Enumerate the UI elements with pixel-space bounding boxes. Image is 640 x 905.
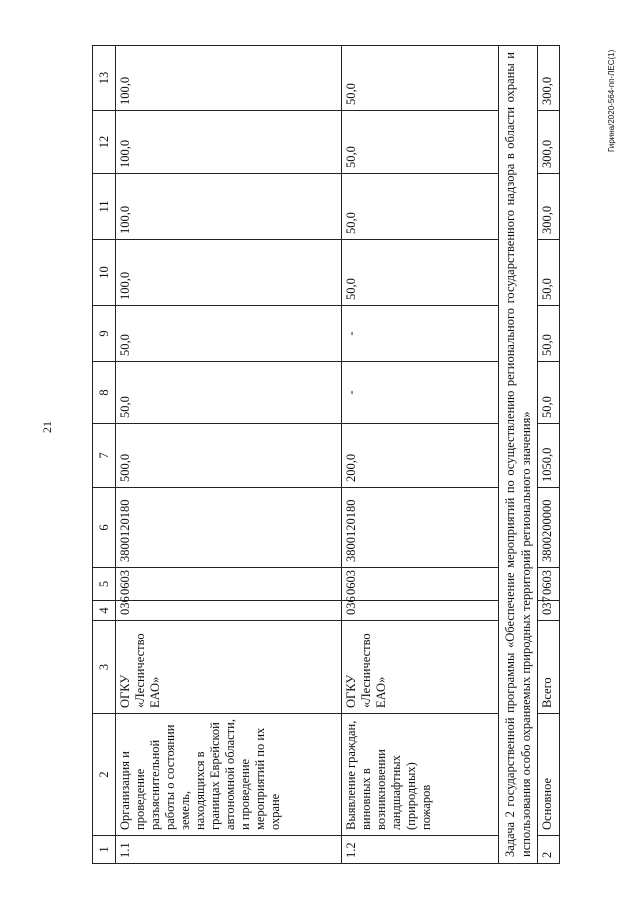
rzpr-code: 0603	[116, 568, 342, 601]
total-amount: 1050,0	[538, 424, 560, 488]
header-cell: 2	[93, 714, 116, 836]
grbs-code: 036	[342, 601, 499, 621]
row-number: 1.1	[116, 836, 342, 864]
year-amount: 50,0	[116, 362, 342, 424]
year-amount: 50,0	[116, 306, 342, 362]
header-cell: 9	[93, 306, 116, 362]
measure-name: Основное	[538, 714, 560, 836]
year-amount	[342, 362, 499, 424]
year-amount: 50,0	[538, 240, 560, 306]
document-code: Гирина/2020-564-пп-ЛЕС(1)	[607, 49, 616, 152]
table-row	[538, 46, 560, 864]
year-amount	[342, 306, 499, 362]
year-amount: 50,0	[342, 46, 499, 111]
rotated-table-container	[92, 46, 584, 864]
year-amount: 100,0	[116, 174, 342, 240]
row-number: 1.2	[342, 836, 499, 864]
table-row	[116, 46, 342, 864]
row-number: 2	[538, 836, 560, 864]
table-row	[342, 46, 499, 864]
year-amount: 50,0	[538, 306, 560, 362]
header-cell: 1	[93, 836, 116, 864]
year-amount: 50,0	[342, 240, 499, 306]
program-table	[92, 45, 560, 864]
total-amount: 200,0	[342, 424, 499, 488]
task-row	[499, 46, 538, 864]
grbs-code: 037	[538, 601, 560, 621]
header-cell: 5	[93, 568, 116, 601]
header-row	[93, 46, 116, 864]
executor: Всего	[538, 621, 560, 714]
executor: ОГКУ «Лесничество ЕАО»	[342, 621, 499, 714]
header-cell: 6	[93, 488, 116, 568]
csr-code: 3800200000	[538, 488, 560, 568]
measure-name: Организация и проведение разъяснительной работы о состоянии земель, находящихся в границах Еврейской автономной области, и проведение мероприятий по их охране	[116, 714, 342, 836]
header-cell: 10	[93, 240, 116, 306]
year-amount: 100,0	[116, 111, 342, 174]
year-amount: 100,0	[116, 240, 342, 306]
header-cell: 13	[93, 46, 116, 111]
year-amount: 50,0	[538, 362, 560, 424]
year-amount: 50,0	[342, 111, 499, 174]
header-cell: 8	[93, 362, 116, 424]
total-amount: 500,0	[116, 424, 342, 488]
year-amount: 300,0	[538, 111, 560, 174]
year-amount: 50,0	[342, 174, 499, 240]
grbs-code: 036	[116, 601, 342, 621]
header-cell: 4	[93, 601, 116, 621]
header-cell: 7	[93, 424, 116, 488]
rzpr-code: 0603	[538, 568, 560, 601]
year-amount: 100,0	[116, 46, 342, 111]
csr-code: 3800120180	[116, 488, 342, 568]
dash-value: -	[344, 331, 358, 336]
executor: ОГКУ «Лесничество ЕАО»	[116, 621, 342, 714]
page-number: 21	[40, 421, 54, 433]
year-amount: 300,0	[538, 174, 560, 240]
header-cell: 3	[93, 621, 116, 714]
year-amount: 300,0	[538, 46, 560, 111]
header-cell: 11	[93, 174, 116, 240]
measure-name: Выявление граждан, виновных в возникновении ландшафтных (природных) пожаров	[342, 714, 499, 836]
dash-value: -	[344, 390, 358, 395]
header-cell: 12	[93, 111, 116, 174]
rzpr-code: 0603	[342, 568, 499, 601]
task-heading: Задача 2 государственной программы «Обеспечение мероприятий по осуществлению регионального государственного надзора в области охраны и использования особо охраняемых природных территорий регионального значения»	[499, 46, 538, 864]
csr-code: 3800120180	[342, 488, 499, 568]
